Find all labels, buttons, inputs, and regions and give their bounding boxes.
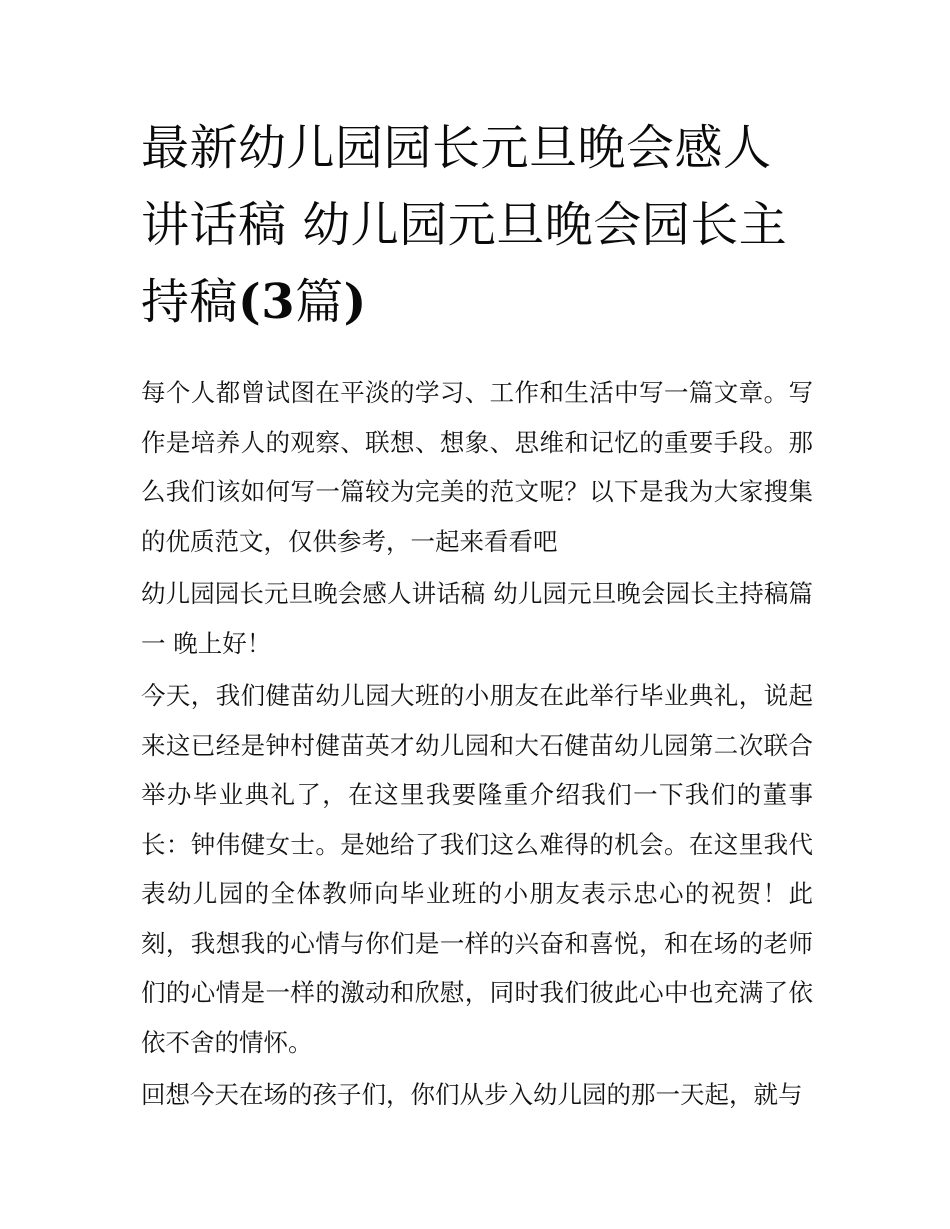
document-body [141, 368, 813, 1120]
paragraph-intro: 每个人都曾试图在平淡的学习、工作和生活中写一篇文章。写作是培养人的观察、联想、想象、思维和记忆的重要手段。那么我们该如何写一篇较为完美的范文呢？以下是我为大家搜集的优质范文，仅供参考，一起来看看吧 [141, 378, 813, 556]
paragraph-recall: 回想今天在场的孩子们，你们从步入幼儿园的那一天起，就与 [141, 1080, 803, 1109]
paragraph-section-heading: 幼儿园园长元旦晚会感人讲话稿 幼儿园元旦晚会园长主持稿篇一 晚上好！ [141, 579, 813, 658]
title-line-3-prefix: 持稿 [141, 274, 239, 330]
title-line-3-word: 篇 [295, 274, 344, 330]
title-line-3-number: (3 [238, 274, 296, 330]
document-title [141, 110, 813, 341]
document-page [141, 110, 813, 1123]
title-line-2: 讲话稿 幼儿园元旦晚会园长主 [141, 197, 788, 253]
paragraph-speech: 今天，我们健苗幼儿园大班的小朋友在此举行毕业典礼，说起来这已经是钟村健苗英才幼儿园和大石健苗幼儿园第二次联合举办毕业典礼了，在这里我要隆重介绍我们一下我们的董事长：钟伟健女士。是她给了我们这么难得的机会。在这里我代表幼儿园的全体教师向毕业班的小朋友表示忠心的祝贺！此刻，我想我的心情与你们是一样的兴奋和喜悦，和在场的老师们的心情是一样的激动和欣慰，同时我们彼此心中也充满了依依不舍的情怀。 [141, 681, 813, 1057]
title-line-1: 最新幼儿园园长元旦晚会感人 [141, 120, 772, 176]
title-line-3-close: ) [343, 274, 367, 330]
